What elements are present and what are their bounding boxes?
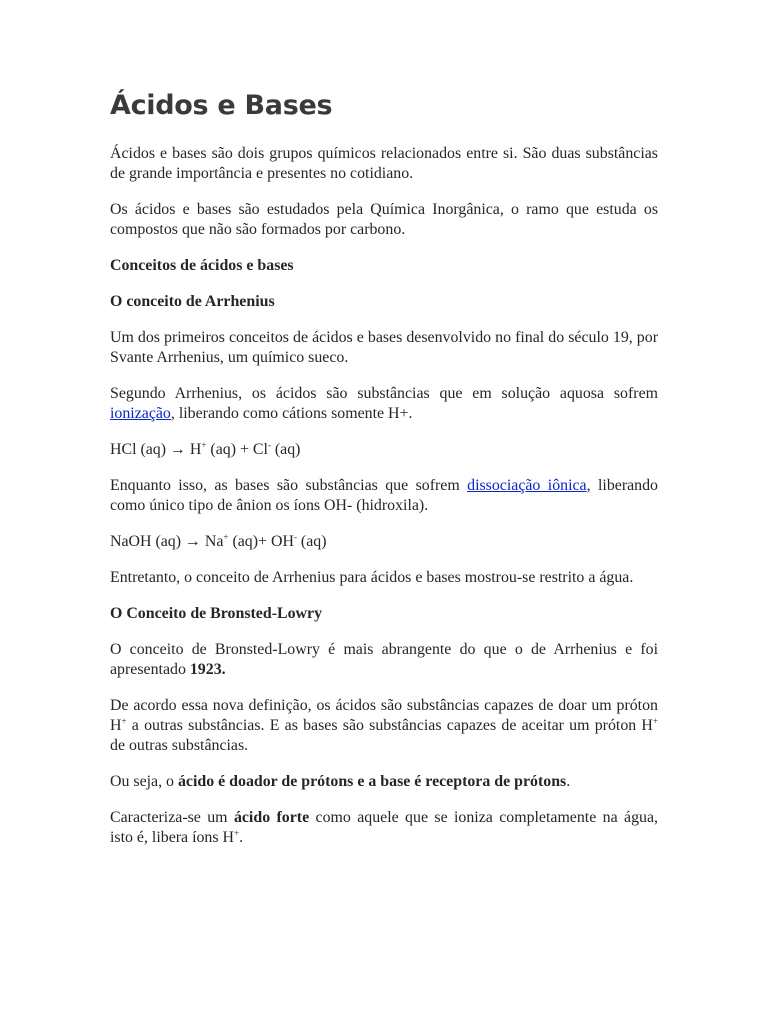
text: De acordo essa nova definição, os ácidos são substâncias capazes de doar um próton H — [110, 697, 658, 734]
text: . — [239, 829, 244, 846]
superscript: + — [121, 716, 127, 726]
section-heading-bronsted: O Conceito de Bronsted-Lowry — [110, 605, 323, 622]
bronsted-definition-paragraph — [110, 696, 658, 756]
inorganic-chemistry-paragraph: Os ácidos e bases são estudados pela Química Inorgânica, o ramo que estuda os compostos que não são formados por carbono. — [110, 201, 658, 238]
text: Enquanto isso, as bases são substâncias que sofrem — [110, 477, 468, 494]
text: NaOH (aq) → Na — [110, 533, 224, 550]
arrhenius-limitation-paragraph: Entretanto, o conceito de Arrhenius para ácidos e bases mostrou-se restrito a água. — [110, 569, 634, 586]
text: HCl (aq) → H — [110, 441, 202, 458]
document-page — [110, 88, 658, 864]
naoh-equation — [110, 532, 658, 552]
text: Ou seja, o — [110, 773, 178, 790]
text: (aq)+ OH — [228, 533, 294, 550]
superscript: + — [201, 440, 207, 450]
page-title: Ácidos e Bases — [110, 90, 333, 121]
year-bold: 1923. — [189, 661, 226, 678]
ionizacao-link[interactable]: ionização — [110, 405, 171, 422]
text: (aq) — [270, 441, 301, 458]
text: de outras substâncias. — [110, 737, 249, 754]
text: O conceito de Bronsted-Lowry é mais abrangente do que o de Arrhenius e foi apresentado — [110, 641, 658, 678]
text: Caracteriza-se um — [110, 809, 234, 826]
bronsted-intro-paragraph — [110, 640, 658, 680]
text: a outras substâncias. E as bases são substâncias capazes de aceitar um próton H — [126, 717, 653, 734]
arrhenius-acids-paragraph — [110, 384, 658, 424]
donor-receptor-paragraph — [110, 772, 658, 792]
superscript: + — [223, 532, 229, 542]
section-heading-concepts: Conceitos de ácidos e bases — [110, 257, 294, 274]
donor-receptor-bold: ácido é doador de prótons e a base é receptora de prótons — [177, 773, 567, 790]
text: , liberando como único tipo de ânion os íons OH- (hidroxila). — [110, 477, 658, 514]
text: Segundo Arrhenius, os ácidos são substâncias que em solução aquosa sofrem — [110, 385, 658, 402]
strong-acid-bold: ácido forte — [233, 809, 310, 826]
strong-acid-paragraph — [110, 808, 658, 848]
section-heading-arrhenius: O conceito de Arrhenius — [110, 293, 275, 310]
text: (aq) + Cl — [206, 441, 268, 458]
superscript: - — [267, 440, 271, 450]
superscript: + — [234, 828, 240, 838]
text: , liberando como cátions somente H+. — [170, 405, 413, 422]
intro-paragraph: Ácidos e bases são dois grupos químicos relacionados entre si. São duas substâncias de grande importância e presentes no cotidiano. — [110, 145, 658, 182]
dissociacao-ionica-link[interactable]: dissociação iônica — [467, 477, 587, 494]
superscript: - — [293, 532, 297, 542]
text: . — [566, 773, 571, 790]
arrhenius-intro-paragraph: Um dos primeiros conceitos de ácidos e bases desenvolvido no final do século 19, por Svante Arrhenius, um químico sueco. — [110, 329, 658, 366]
text: (aq) — [296, 533, 327, 550]
superscript: + — [652, 716, 658, 726]
text: como aquele que se ioniza completamente na água, isto é, libera íons H — [110, 809, 658, 846]
hcl-equation — [110, 440, 658, 460]
arrhenius-bases-paragraph — [110, 476, 658, 516]
